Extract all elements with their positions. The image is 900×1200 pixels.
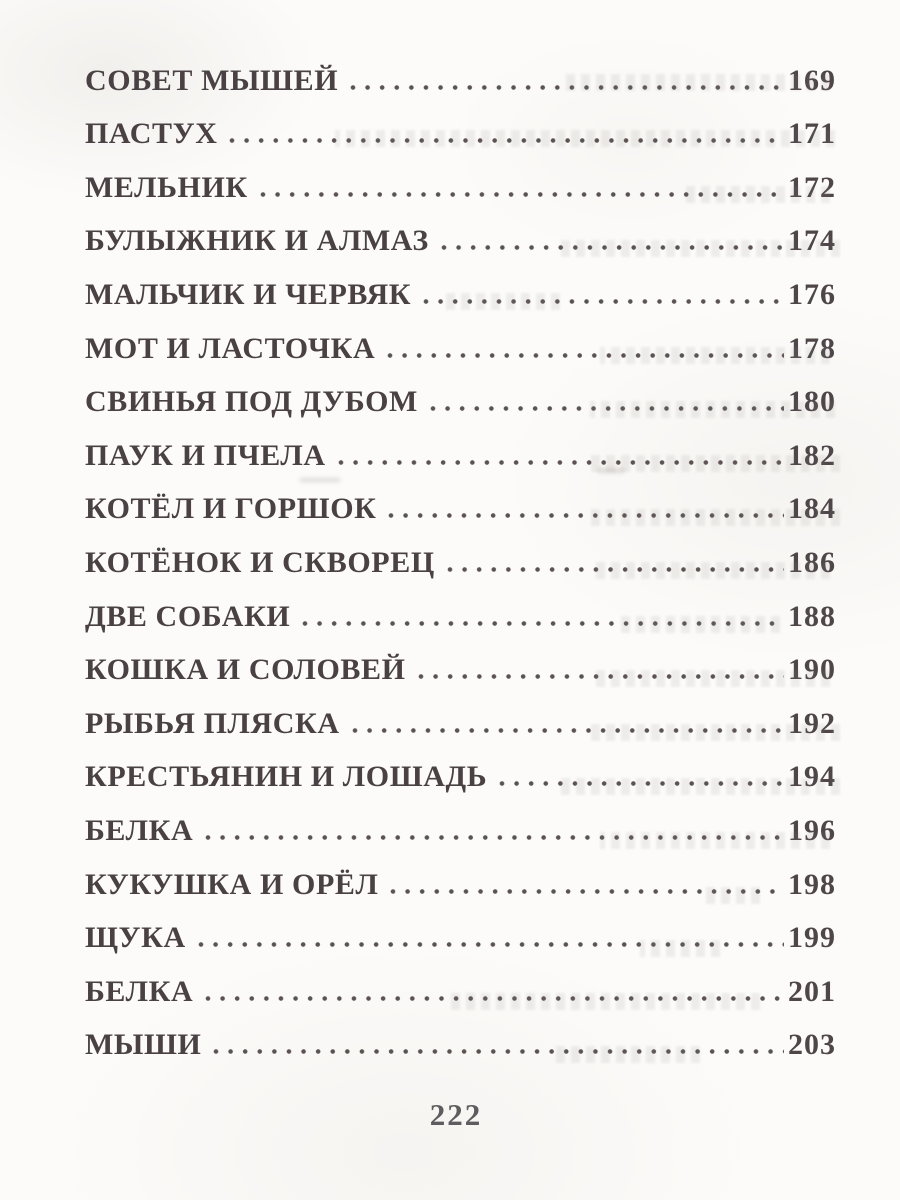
toc-entry-row xyxy=(85,918,836,958)
toc-entry-row xyxy=(85,275,836,315)
toc-leader-dots xyxy=(384,513,784,518)
toc-entry-row xyxy=(85,61,836,101)
toc-leader-dots xyxy=(298,621,784,626)
toc-entry-row xyxy=(85,865,836,905)
toc-entry-page-number: 199 xyxy=(788,921,836,955)
toc-entry-title: ЩУКА xyxy=(85,921,186,955)
toc-entry-title: ПАУК И ПЧЕЛА xyxy=(85,438,326,472)
toc-entry-page-number: 180 xyxy=(788,385,836,419)
toc-entry-row xyxy=(85,757,836,797)
toc-entry-page-number: 201 xyxy=(788,974,836,1008)
toc-entry-row xyxy=(85,221,836,261)
toc-entry-title: БЕЛКА xyxy=(85,813,194,847)
toc-entry-page-number: 184 xyxy=(788,492,836,526)
toc-entry-row xyxy=(85,597,836,637)
toc-entry-page-number: 178 xyxy=(788,331,836,365)
toc-leader-dots xyxy=(426,406,784,411)
toc-entry-row xyxy=(85,704,836,744)
toc-entry-page-number: 203 xyxy=(788,1028,836,1062)
toc-entry-title: МЫШИ xyxy=(85,1028,202,1062)
toc-entry-row xyxy=(85,972,836,1012)
toc-leader-dots xyxy=(383,353,784,358)
toc-entry-row xyxy=(85,489,836,529)
toc-entry-row xyxy=(85,382,836,422)
toc-entry-title: КРЕСТЬЯНИН И ЛОШАДЬ xyxy=(85,760,488,794)
toc-entry-page-number: 169 xyxy=(788,63,836,97)
toc-entry-row xyxy=(85,543,836,583)
toc-entry-title: МАЛЬЧИК И ЧЕРВЯК xyxy=(85,277,412,311)
toc-entry-title: КУКУШКА И ОРЁЛ xyxy=(85,867,379,901)
toc-entry-page-number: 190 xyxy=(788,653,836,687)
toc-entry-title: МОТ И ЛАСТОЧКА xyxy=(85,331,376,365)
toc-entry-row xyxy=(85,1025,836,1065)
toc-entry-title: БЕЛКА xyxy=(85,974,194,1008)
toc-entry-page-number: 196 xyxy=(788,813,836,847)
toc-entry-page-number: 188 xyxy=(788,599,836,633)
toc-entry-title: КОШКА И СОЛОВЕЙ xyxy=(85,653,406,687)
toc-leader-dots xyxy=(209,1049,784,1054)
toc-entry-title: ДВЕ СОБАКИ xyxy=(85,599,291,633)
toc-entry-title: МЕЛЬНИК xyxy=(85,170,248,204)
toc-entry-page-number: 198 xyxy=(788,867,836,901)
toc-entry-row xyxy=(85,329,836,369)
toc-leader-dots xyxy=(256,192,784,197)
toc-entry-title: СВИНЬЯ ПОД ДУБОМ xyxy=(85,385,418,419)
toc-entry-row xyxy=(85,650,836,690)
toc-entry-page-number: 171 xyxy=(788,117,836,151)
toc-entry-page-number: 174 xyxy=(788,224,836,258)
toc-leader-dots xyxy=(419,299,784,304)
toc-leader-dots xyxy=(437,245,784,250)
toc-leader-dots xyxy=(348,728,784,733)
toc-entry-title: БУЛЫЖНИК И АЛМАЗ xyxy=(85,224,429,258)
toc-entry-title: КОТЁНОК И СКВОРЕЦ xyxy=(85,545,435,579)
toc-entry-title: ПАСТУХ xyxy=(85,117,218,151)
toc-leader-dots xyxy=(225,138,784,143)
toc-leader-dots xyxy=(201,835,784,840)
toc-entry-row xyxy=(85,811,836,851)
toc-leader-dots xyxy=(201,996,784,1001)
toc-entry-page-number: 192 xyxy=(788,706,836,740)
toc-entry-title: СОВЕТ МЫШЕЙ xyxy=(85,63,339,97)
toc-entry-row xyxy=(85,168,836,208)
toc-leader-dots xyxy=(346,85,784,90)
toc-leader-dots xyxy=(443,567,784,572)
toc-entry-row xyxy=(85,114,836,154)
toc-entry-page-number: 182 xyxy=(788,438,836,472)
toc-leader-dots xyxy=(495,781,784,786)
toc-leader-dots xyxy=(334,460,784,465)
toc-leader-dots xyxy=(386,889,784,894)
toc-entry-title: РЫБЬЯ ПЛЯСКА xyxy=(85,706,340,740)
toc-entry-page-number: 194 xyxy=(788,760,836,794)
page-number-footer: 222 xyxy=(429,1097,483,1132)
toc-entry-page-number: 186 xyxy=(788,545,836,579)
toc-entry-title: КОТЁЛ И ГОРШОК xyxy=(85,492,377,526)
toc-entry-row xyxy=(85,436,836,476)
toc-entry-page-number: 176 xyxy=(788,277,836,311)
toc-leader-dots xyxy=(414,674,784,679)
toc-entry-page-number: 172 xyxy=(788,170,836,204)
toc-leader-dots xyxy=(194,942,784,947)
